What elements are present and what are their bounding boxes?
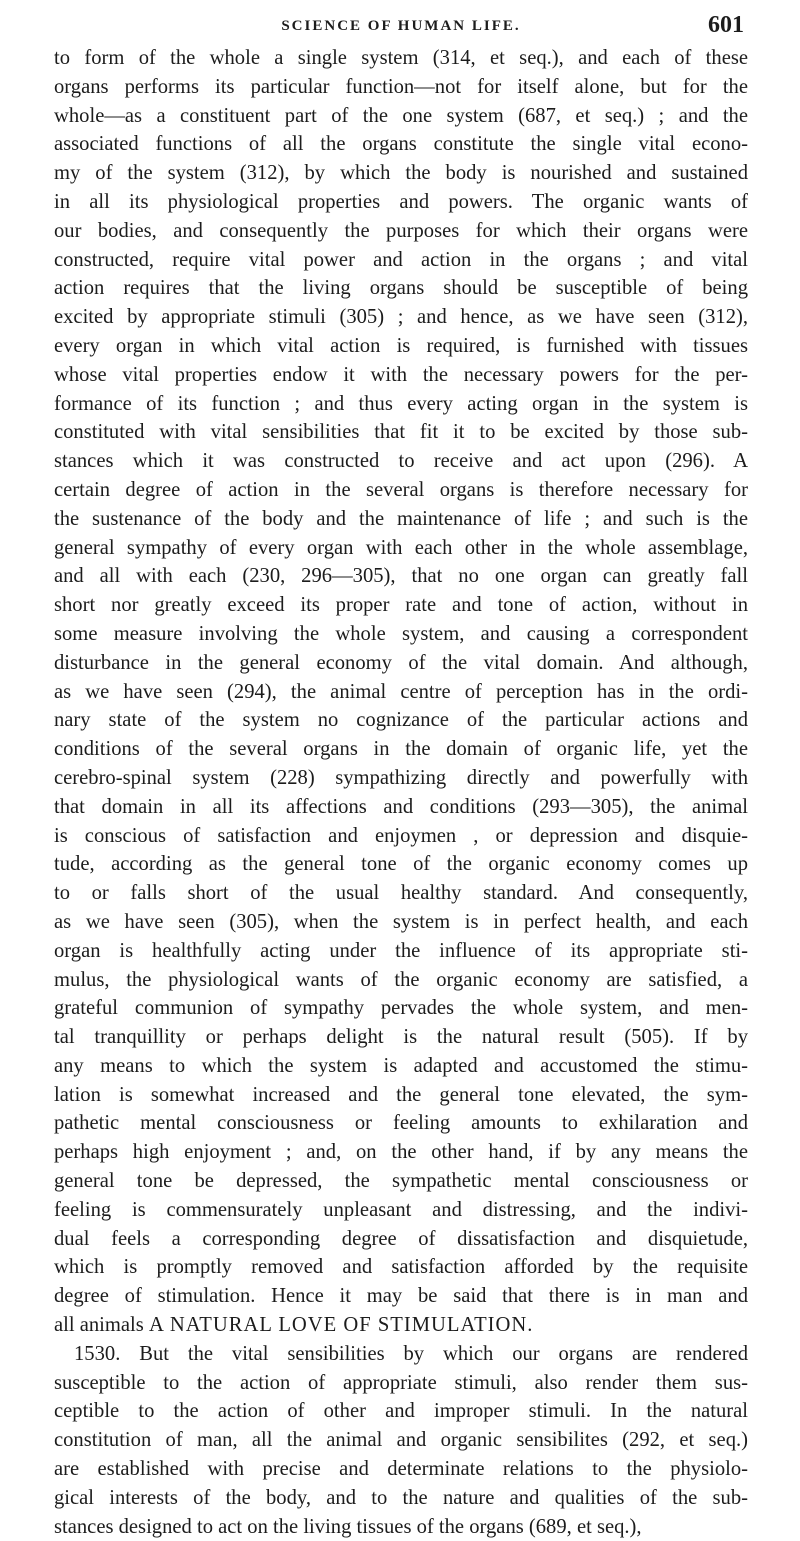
text-line: feeling is commensurately unpleasant and distressing, and the indivi- (54, 1198, 748, 1221)
text-line: excited by appropriate stimuli (305) ; and hence, as we have seen (312), (54, 306, 748, 329)
text-line: susceptible to the action of appropriate stimuli, also render them sus- (54, 1371, 748, 1394)
text-line: perhaps high enjoyment ; and, on the other hand, if by any means the (54, 1141, 748, 1164)
text-line: our bodies, and consequently the purposes for which their organs were (54, 219, 748, 242)
text-line: cerebro-spinal system (228) sympathizing directly and powerfully with (54, 766, 748, 789)
text-line: the sustenance of the body and the maintenance of life ; and such is the (54, 507, 748, 530)
text-line: general tone be depressed, the sympathetic mental consciousness or (54, 1170, 748, 1193)
text-line (54, 1311, 748, 1340)
text-line: mulus, the physiological wants of the organic economy are satisfied, a (54, 968, 748, 991)
text-line: short nor greatly exceed its proper rate and tone of action, without in (54, 594, 748, 617)
text-line: any means to which the system is adapted and accustomed the stimu- (54, 1054, 748, 1077)
text-line: that domain in all its affections and conditions (293—305), the animal (54, 795, 748, 818)
text-line: nary state of the system no cognizance of the particular actions and (54, 709, 748, 732)
text-line: organ is healthfully acting under the influence of its appropriate sti- (54, 939, 748, 962)
text-line: are established with precise and determinate relations to the physiolo- (54, 1458, 748, 1481)
text-line: general sympathy of every organ with each other in the whole assemblage, (54, 536, 748, 559)
text-line: action requires that the living organs should be susceptible of being (54, 277, 748, 300)
text-line: to or falls short of the usual healthy standard. And consequently, (54, 882, 748, 905)
text-line: tude, according as the general tone of the organic economy comes up (54, 853, 748, 876)
text-line: is conscious of satisfaction and enjoymen , or depression and disquie- (54, 824, 748, 847)
running-title: SCIENCE OF HUMAN LIFE. (281, 18, 521, 34)
text-line: gical interests of the body, and to the nature and qualities of the sub- (54, 1486, 748, 1509)
page-number: 601 (708, 12, 744, 38)
text-line: whole—as a constituent part of the one system (687, et seq.) ; and the (54, 104, 748, 127)
text-line: associated functions of all the organs constitute the single vital econo- (54, 133, 748, 156)
text-line: pathetic mental consciousness or feeling amounts to exhilaration and (54, 1112, 748, 1135)
text-line-fragment: all animals (54, 1314, 144, 1337)
text-line: stances designed to act on the living tissues of the organs (689, et seq.), (54, 1515, 642, 1538)
text-line: lation is somewhat increased and the general tone elevated, the sym- (54, 1083, 748, 1106)
text-line: in all its physiological properties and powers. The organic wants of (54, 190, 748, 213)
running-head (54, 10, 748, 44)
text-line: which is promptly removed and satisfaction afforded by the requisite (54, 1256, 748, 1279)
text-line: some measure involving the whole system, and causing a correspondent (54, 622, 748, 645)
text-line: disturbance in the general economy of the vital domain. And although, (54, 651, 748, 674)
text-line: organs performs its particular function—not for itself alone, but for the (54, 75, 748, 98)
text-line: and all with each (230, 296—305), that no one organ can greatly fall (54, 565, 748, 588)
text-line: tal tranquillity or perhaps delight is the natural result (505). If by (54, 1026, 748, 1049)
text-line: whose vital properties endow it with the necessary powers for the per- (54, 363, 748, 386)
text-line: my of the system (312), by which the body is nourished and sustained (54, 162, 748, 185)
text-line: constituted with vital sensibilities that fit it to be excited by those sub- (54, 421, 748, 444)
text-line: 1530. But the vital sensibilities by which our organs are rendered (74, 1342, 748, 1365)
text-line: certain degree of action in the several organs is therefore necessary for (54, 478, 748, 501)
text-line: stances which it was constructed to receive and act upon (296). A (54, 450, 748, 473)
text-line: every organ in which vital action is required, is furnished with tissues (54, 334, 748, 357)
text-line: as we have seen (305), when the system is in perfect health, and each (54, 910, 748, 933)
text-line: constructed, require vital power and action in the organs ; and vital (54, 248, 748, 271)
section-heading: A NATURAL LOVE OF STIMULATION. (148, 1314, 534, 1337)
text-line: constitution of man, all the animal and organic sensibilites (292, et seq.) (54, 1429, 748, 1452)
body-paragraph (54, 44, 748, 1340)
text-line: as we have seen (294), the animal centre of perception has in the ordi- (54, 680, 748, 703)
text-line: to form of the whole a single system (314, et seq.), and each of these (54, 47, 748, 69)
text-line: conditions of the several organs in the domain of organic life, yet the (54, 738, 748, 761)
text-line: ceptible to the action of other and improper stimuli. In the natural (54, 1400, 748, 1423)
body-paragraph-1530 (54, 1340, 748, 1541)
text-line: dual feels a corresponding degree of dissatisfaction and disquietude, (54, 1227, 748, 1250)
text-line: degree of stimulation. Hence it may be said that there is in man and (54, 1285, 748, 1308)
text-line: formance of its function ; and thus every acting organ in the system is (54, 392, 748, 415)
text-line: grateful communion of sympathy pervades the whole system, and men- (54, 997, 748, 1020)
